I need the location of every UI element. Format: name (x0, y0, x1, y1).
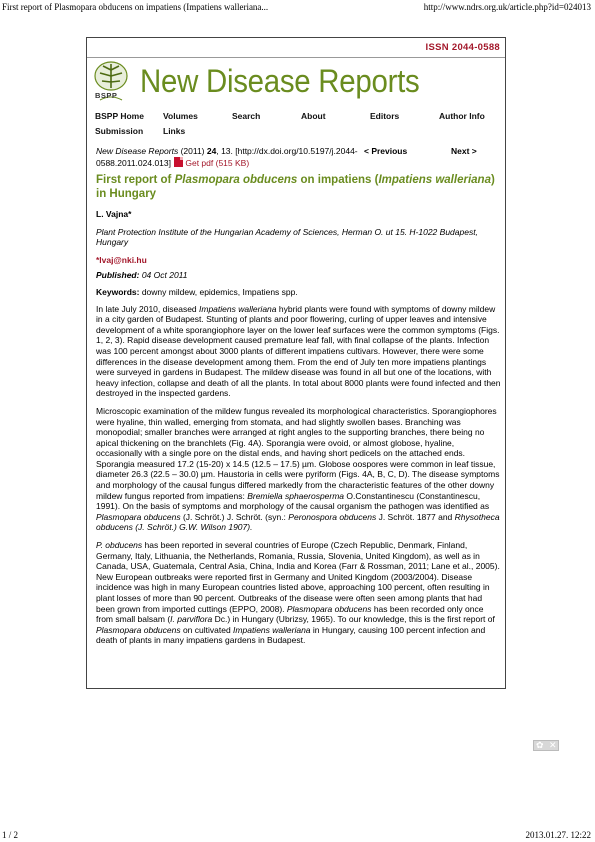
page-frame (86, 37, 506, 689)
nav-links[interactable]: Links (163, 126, 186, 136)
nav-search[interactable]: Search (232, 111, 261, 121)
print-header-url: http://www.ndrs.org.uk/article.php?id=024013 (423, 2, 591, 12)
previous-link[interactable]: < Previous (364, 146, 408, 156)
paragraph-2: Microscopic examination of the mildew fungus revealed its morphological characteristics. Sporangiophores were hyaline, thin walled, emerging from stomata, and had slightly swollen bases. Branching was monopodial; smaller branches were arranged at right angles to the supporting branches, there being no apical thickening on the branchlets (Fig. 4A). Sporangia were ovoid, or almost globose, hyaline, occasionally with a single pore on the distal ends, and having short pedicels on the attached ends. Sporangia measured 17.2 (15-20) x 14.5 (12.5 – 17.5) µm. Globose oospores were common in leaf tissue, diameter 26.3 (22.5 – 30.0) µm. Haustoria in cells were pyriform (Figs. 4A, B, C, D). The disease symptoms and morphology of the causal fungus differed markedly from the characteristic features of the other downy mildew fungus reported from impatiens: Bremiella sphaerosperma O.Constantinescu (Constantinescu, 1991). On the basis of symptoms and morphology of the causal organism the pathogen was identified as Plasmopara obducens (J. Schröt.) J. Schröt. (syn.: Peronospora obducens J. Schröt. 1877 and Rhysotheca obducens (J. Schröt.) G.W. Wilson 1907). (96, 405, 500, 533)
author: L. Vajna* (96, 209, 132, 219)
logo-title: New Disease Reports (140, 63, 420, 99)
published-date: Published: 04 Oct 2011 (96, 270, 188, 281)
paragraph-1: In late July 2010, diseased Impatiens walleriana hybrid plants were found with symptoms of downy mildew in a city garden of Budapest. Stunting of plants and poor flowering, curling of upper leaves and intensive development of a white sporangiophore layer on the lower leaf surfaces were the common symptoms (Figs. 1, 2, 3). Rapid disease development caused premature leaf fall, with final collapse of the plants. Infection was 100 percent amongst about 3000 plants of different impatiens cultivars. However, there were some differences in the disease development among them. From the end of July ten more impatiens plantings were surveyed in gardens in Budapest. The mildew disease was found in all but one of the locations, with heavy infection, collapse and death of all the plants. In total about 8000 plants were found infected and then destroyed in the inspected gardens. (96, 303, 501, 399)
citation-text (96, 146, 361, 168)
share-toolbar[interactable] (533, 740, 559, 751)
issn-bar (87, 38, 505, 58)
citation (96, 146, 501, 168)
article-title: First report of Plasmopara obducens on impatiens (Impatiens walleriana) in Hungary (96, 174, 495, 200)
affiliation: Plant Protection Institute of the Hungarian Academy of Sciences, Herman O. ut 15. H-1022 Budapest, Hungary (96, 226, 478, 248)
share-icon[interactable]: ✿ (536, 740, 544, 750)
nav-bspp-home[interactable]: BSPP Home (95, 111, 144, 121)
issn-label: ISSN 2044-0588 (425, 42, 500, 53)
nav-author-info[interactable]: Author Info (439, 111, 485, 121)
paragraph-3: P. obducens has been reported in several countries of Europe (Czech Republic, Denmark, Finland, Germany, Italy, Lithuania, the Netherlands, Romania, Russia, Slovenia, United Kingdom), as well as in Canada, USA, Guatemala, Central Asia, China, India and Korea (Farr & Rossman, 2011; Lane et al., 2005). New European outbreaks were reported first in Germany and United Kingdom (2003/2004). Disease incidence was high in many European countries listed above, approaching 100 percent, often resulting in plant losses of more than 90 percent. Outbreaks of the disease were often seen among plants that had been grown from imported cuttings (EPPO, 2008). Plasmopara obducens has been recorded only once from small balsam (I. parviflora Dc.) in Hungary (Ubrizsy, 1965). To our knowledge, this is the first report of Plasmopara obducens on cultivated Impatiens walleriana in Hungary, causing 100 percent infection and death of plants in many impatiens gardens in Budapest. (96, 540, 500, 646)
print-header-title: First report of Plasmopara obducens on impatiens (Impatiens walleriana... (2, 2, 269, 12)
pdf-icon[interactable] (174, 157, 183, 167)
next-link[interactable]: Next > (451, 146, 477, 156)
logo-society: BSPP (95, 91, 118, 100)
keywords: Keywords: downy mildew, epidemics, Impatiens spp. (96, 286, 298, 297)
print-footer-page: 1 / 2 (2, 830, 19, 840)
print-footer-datetime: 2013.01.27. 12:22 (525, 830, 591, 840)
get-pdf-link[interactable]: Get pdf (515 KB) (185, 157, 250, 168)
citation-year: (2011) (178, 146, 207, 156)
nav-volumes[interactable]: Volumes (163, 111, 198, 121)
article-content (96, 146, 501, 653)
nav-about[interactable]: About (301, 111, 326, 121)
citation-journal: New Disease Reports (96, 146, 179, 156)
nav-editors[interactable]: Editors (370, 111, 400, 121)
site-logo[interactable] (91, 60, 501, 108)
citation-volume: 24 (206, 146, 217, 156)
citation-doi[interactable]: , 13. [http://dx.doi.org/10.5197/j.2044-0588.2011.024.013] (96, 146, 358, 168)
nav-submission[interactable]: Submission (95, 126, 144, 136)
close-icon[interactable]: ✕ (549, 740, 557, 750)
author-email[interactable]: *lvaj@nki.hu (96, 254, 147, 265)
